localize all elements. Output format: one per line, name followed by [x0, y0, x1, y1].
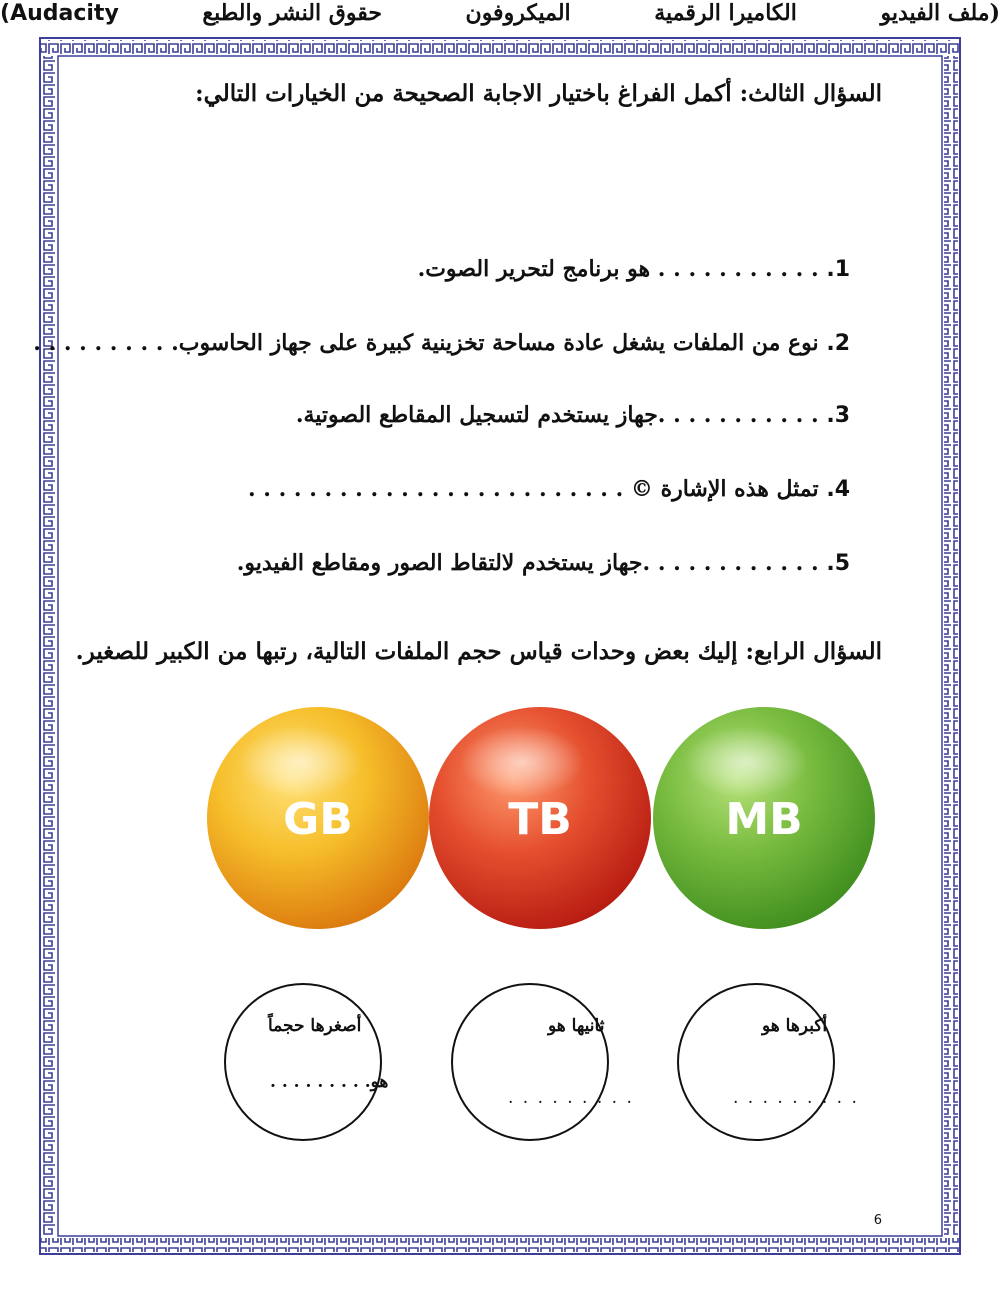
ball-label-gb: GB: [283, 794, 353, 845]
item-1: 1. . . . . . . . . . . . هو برنامج لتحرير الصوت.: [417, 256, 850, 282]
ball-label-mb: MB: [725, 794, 803, 845]
question3-title: السؤال الثالث: أكمل الفراغ باختيار الاجابة الصحيحة من الخيارات التالي:: [195, 80, 882, 107]
answer-label-largest: أكبرها هو: [762, 1016, 828, 1036]
page-number: 6: [873, 1213, 882, 1228]
choice-microphone: الميكروفون: [465, 0, 571, 26]
answer-label-smallest: أصغرها حجماً: [268, 1016, 362, 1036]
choice-copyright: حقوق النشر والطبع: [202, 0, 382, 26]
item-3: 3. . . . . . . . . . . .جهاز يستخدم لتسجيل المقاطع الصوتية.: [295, 402, 850, 428]
unit-balls: [200, 700, 890, 940]
ball-gb: [207, 707, 429, 929]
answer-dots-second: . . . . . . . . .: [508, 1088, 634, 1108]
question4-title: السؤال الرابع: إليك بعض وحدات قياس حجم الملفات التالية، رتبها من الكبير للصغير.: [75, 638, 882, 665]
answer-line-smallest: هو. . . . . . . . .: [270, 1072, 389, 1092]
ball-label-tb: TB: [508, 794, 572, 845]
item-2: 2. نوع من الملفات يشغل عادة مساحة تخزينية كبيرة على جهاز الحاسوب. . . . . . . . . .: [33, 330, 850, 356]
answer-circle-second[interactable]: [451, 983, 609, 1141]
ball-mb: [653, 707, 875, 929]
answer-dots-largest: . . . . . . . . .: [733, 1088, 859, 1108]
item-4: 4. تمثل هذه الإشارة © . . . . . . . . . . . . . . . . . . . . . . . . .: [247, 476, 850, 502]
answer-circle-largest[interactable]: [677, 983, 835, 1141]
choice-video-file: (ملف الفيديو: [880, 0, 1000, 26]
answer-label-second: ثانيها هو: [548, 1016, 605, 1036]
choice-audacity: Audacity): [0, 0, 119, 26]
choice-digital-camera: الكاميرا الرقمية: [654, 0, 797, 26]
answer-circle-smallest[interactable]: [224, 983, 382, 1141]
ball-tb: [429, 707, 651, 929]
item-5: 5. . . . . . . . . . . . .جهاز يستخدم لالتقاط الصور ومقاطع الفيديو.: [236, 550, 850, 576]
